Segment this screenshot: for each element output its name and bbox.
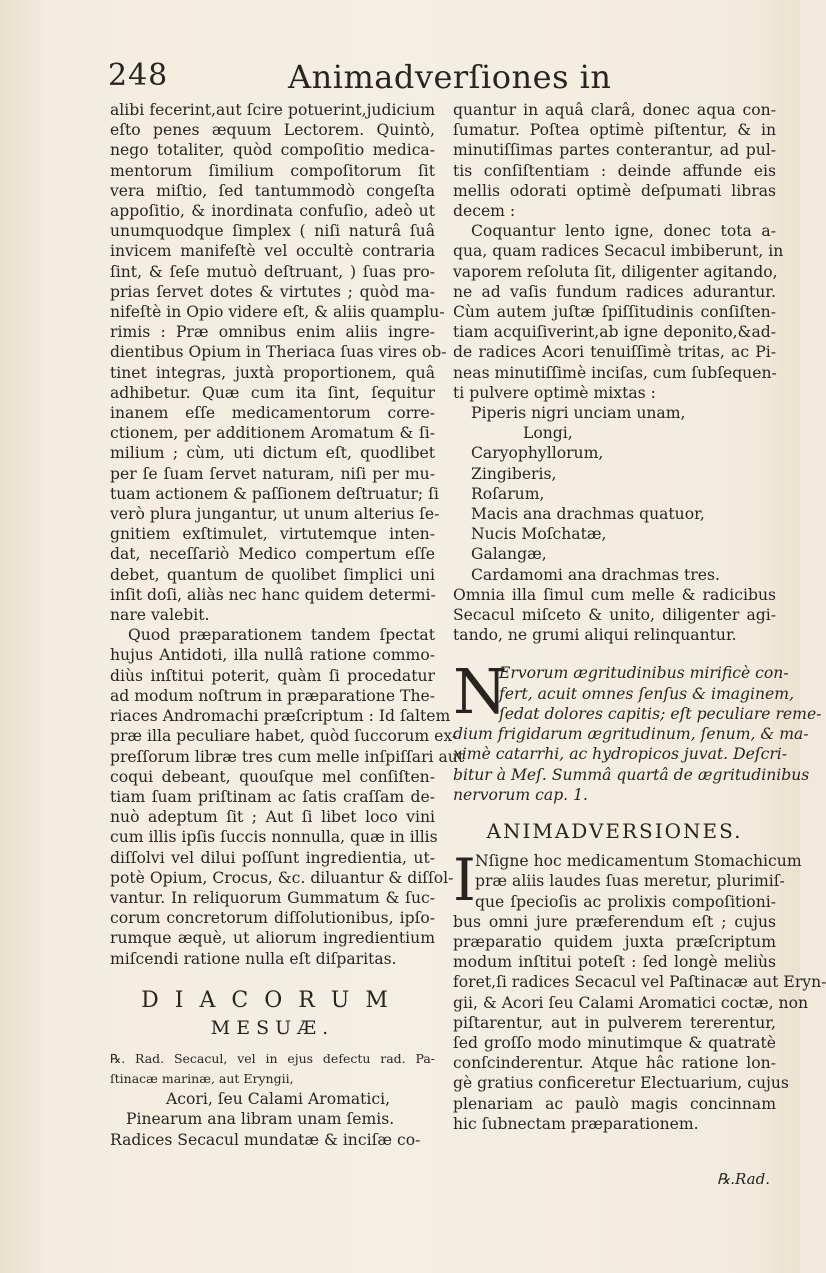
text-line: gii, & Acori ſeu Calami Aromatici coctæ, non [453, 993, 809, 1012]
text-line: vantur. In reliquorum Gummatum & ſuc- [110, 888, 435, 907]
text-line: foret,ſi radices Secacul vel Paſtinacæ aut Eryn- [453, 973, 826, 992]
text-line: ximè catarrhi, ac hydropicos juvat. Deſcri- [453, 745, 788, 764]
text-line: verò plura jungantur, ut unum alterius ſe- [110, 505, 440, 524]
text-line: inanem eſſe medicamentorum corre- [110, 404, 435, 423]
catchword: ℞.Rad. [716, 1170, 770, 1188]
left-paragraph-1 [110, 100, 447, 625]
text-line: nare valebit. [110, 606, 210, 625]
text-line: corum concretorum diſſolutionibus, ipſo- [110, 909, 435, 928]
ingredient-item: Galangæ, [471, 545, 547, 564]
text-line: ne ad vaſis fundum radices adurantur. [453, 282, 776, 301]
text-line: alibi fecerint,aut ſcire potuerint,judicium [110, 101, 435, 119]
text-line: prias ſervet dotes & virtutes ; quòd ma- [110, 282, 435, 301]
recipe-line: ſtinacæ marinæ, aut Eryngii, [110, 1070, 294, 1086]
section-subtitle: MESUÆ. [210, 1016, 335, 1039]
text-line: diſſolvi vel dilui poſſunt ingredientia, ut- [110, 848, 435, 867]
text-line: dat, neceſſariò Medico compertum eſſe [110, 545, 435, 564]
text-line: præparatio quidem juxta præſcriptum [453, 932, 776, 951]
text-line: minutiſſimas partes conterantur, ad pul- [453, 141, 776, 160]
running-title: Animadverſiones in [288, 58, 612, 96]
text-line: eſto penes æquum Lectorem. Quintò, [110, 121, 435, 140]
ingredient-item: Piperis nigri unciam unam, [471, 404, 686, 423]
text-line: Nſigne hoc medicamentum Stomachicum [475, 852, 802, 871]
ingredient-item: Caryophyllorum, [471, 444, 604, 463]
text-line: gè gratius conficeretur Electuarium, cujus [453, 1074, 789, 1093]
animadversiones-heading: ANIMADVERSIONES. [486, 818, 743, 843]
text-line: adhibetur. Quæ cum ita ſint, ſequitur [110, 383, 435, 402]
text-line: appoſitio, & inordinata confuſio, adeò ut [110, 202, 435, 221]
text-line: Cùm autem juſtæ ſpiſſitudinis conſiſten- [453, 303, 776, 322]
ingredient-item: Macis ana drachmas quatuor, [471, 505, 705, 524]
page-number: 248 [108, 58, 169, 93]
text-line: diùs inſtitui poterit, quàm ſi procedatur [110, 666, 435, 685]
ingredient-item: Longi, [523, 424, 573, 443]
text-line: que ſpecioſis ac prolixis compoſitioni- [475, 892, 776, 911]
text-line: ctionem, per additionem Aromatum & ſi- [110, 424, 435, 443]
text-line: decem : [453, 202, 516, 221]
text-line: bus omni jure præferendum eſt ; cujus [453, 912, 776, 931]
recipe-ingredients [453, 403, 776, 585]
text-line: cum illis ipſis ſuccis nonnulla, quæ in illis [110, 828, 438, 847]
text-line: tiam acquiſiverint,ab igne deponito,&ad- [453, 323, 776, 342]
section-title: DIACORUM [141, 987, 404, 1013]
text-line: hujus Antidoti, illa nullâ ratione commo- [110, 646, 435, 665]
text-line: dium frigidarum ægritudinum, ſenum, & ma- [453, 725, 809, 744]
text-line: tiam ſuam priſtinam ac ſatis craſſam de- [110, 787, 435, 806]
indications-block [453, 655, 822, 804]
text-line: vera miſtio, ſed tantummodò congeſta [110, 181, 435, 200]
text-line: ad modum noſtrum in præparatione The- [110, 686, 435, 705]
left-paragraph-2 [110, 625, 465, 968]
text-line: invicem manifeſtè vel occultè contraria [110, 242, 435, 261]
text-line: riaces Andromachi præſcriptum : Id ſaltem [110, 707, 451, 726]
ingredient-item: Roſarum, [471, 484, 545, 503]
text-line: quantur in aquâ clarâ, donec aqua con- [453, 101, 776, 119]
text-line: unumquodque ſimplex ( niſi naturâ ſuâ [110, 222, 435, 241]
text-line: ti pulvere optimè mixtas : [453, 383, 656, 402]
recipe-line: ℞. Rad. Secacul, vel in ejus defectu rad. Pa- [110, 1050, 435, 1066]
text-line: ſedat dolores capitis; eſt peculiare reme- [499, 704, 822, 723]
right-paragraph-3 [453, 585, 776, 646]
text-line: preſſorum libræ tres cum melle inſpiſſari aut [110, 747, 465, 766]
text-line: bitur à Meſ. Summâ quartâ de ægritudinibus [453, 765, 810, 784]
text-line: nuò adeptum ſit ; Aut ſi libet loco vini [110, 808, 435, 827]
ingredient-item: Zingiberis, [471, 464, 557, 483]
text-line: nifeſtè in Opio videre eſt, & aliis quamplu- [110, 303, 445, 322]
text-line: præ aliis laudes ſuas meretur, plurimiſ- [475, 872, 785, 891]
text-line: mellis odorati optimè deſpumati libras [453, 181, 776, 200]
text-line: ſed groſſo modo minutimque & quatratè [453, 1033, 776, 1052]
right-paragraph-2 [453, 221, 784, 403]
text-line: dientibus Opium in Theriaca ſuas vires ob- [110, 343, 447, 362]
recipe-line: Radices Secacul mundatæ & inciſæ co- [110, 1130, 421, 1149]
text-line: vaporem reſoluta ſit, diligenter agitando, [453, 262, 778, 281]
text-line: coqui debeant, quouſque mel conſiſten- [110, 767, 435, 786]
text-line: milium ; cùm, uti dictum eſt, quodlibet [110, 444, 435, 463]
text-line: rimis : Præ omnibus enim aliis ingre- [110, 323, 435, 342]
text-line: qua, quam radices Secacul imbiberunt, in [453, 242, 784, 261]
text-line: tis conſiſtentiam : deinde affunde eis [453, 161, 776, 180]
drop-cap: I [453, 846, 476, 915]
text-line: per ſe ſuam ſervet naturam, niſi per mu- [110, 464, 435, 483]
text-line: inſit doſi, aliàs nec hanc quidem determi- [110, 585, 436, 604]
text-line: modum inſtitui poteſt : ſed longè meliùs [453, 953, 776, 972]
text-line: hic ſubnectam præparationem. [453, 1114, 699, 1133]
ingredient-item: Cardamomi ana drachmas tres. [471, 565, 720, 584]
text-line: præ illa peculiare habet, quòd ſuccorum ex- [110, 727, 458, 746]
text-line: mentorum ſimilium compoſitorum ſit [110, 161, 435, 180]
page-header [108, 58, 788, 98]
text-line: debet, quantum de quolibet ſimplici uni [110, 565, 435, 584]
text-line: gnitiem exſtimulet, virtutemque inten- [110, 525, 435, 544]
recipe-start [110, 1049, 435, 1150]
recipe-line: Acori, ſeu Calami Aromatici, [166, 1090, 391, 1109]
text-line: ſint, & ſeſe mutuò deſtruant, ) ſuas pro- [110, 262, 435, 281]
text-line: potè Opium, Crocus, &c. diluantur & diſſol- [110, 868, 454, 887]
text-line: conſcinderentur. Atque hâc ratione lon- [453, 1054, 776, 1073]
right-paragraph-1 [453, 100, 776, 221]
text-line: rumque æquè, ut aliorum ingredientium [110, 929, 435, 948]
text-line: nervorum cap. 1. [453, 785, 588, 804]
drop-cap: N [453, 655, 508, 729]
text-line: plenariam ac paulò magis concinnam [453, 1094, 776, 1113]
recipe-line: Pinearum ana libram unam ſemis. [126, 1110, 395, 1129]
commentary-block [453, 846, 826, 1134]
text-line: Quod præparationem tandem ſpectat [128, 626, 435, 645]
left-column [110, 100, 465, 1150]
text-line: Secacul miſceto & unito, diligenter agi- [453, 606, 776, 625]
text-line: nego totaliter, quòd compoſitio medica- [110, 141, 435, 160]
text-line: Omnia illa ſimul cum melle & radicibus [453, 585, 776, 604]
text-line: tando, ne grumi aliqui relinquantur. [453, 626, 737, 645]
text-line: de radices Acori tenuiſſimè tritas, ac Pi- [453, 343, 776, 362]
text-line: tuam actionem & paſſionem deſtruatur; ſi [110, 484, 439, 503]
text-line: piſtarentur, aut in pulverem tererentur, [453, 1013, 776, 1032]
text-line: miſcendi ratione nulla eſt diſparitas. [110, 949, 397, 968]
text-line: Coquantur lento igne, donec tota a- [471, 222, 776, 241]
ingredient-item: Nucis Moſchatæ, [471, 525, 607, 544]
text-line: ſumatur. Poſtea optimè piſtentur, & in [453, 121, 776, 140]
text-line: tinet integras, juxtà proportionem, quâ [110, 363, 435, 382]
text-line: fert, acuit omnes ſenſus & imaginem, [499, 684, 795, 703]
right-column [453, 100, 826, 1134]
text-line: Ervorum ægritudinibus mirificè con- [499, 664, 789, 683]
text-line: neas minutiſſimè inciſas, cum ſubſequen- [453, 363, 777, 382]
